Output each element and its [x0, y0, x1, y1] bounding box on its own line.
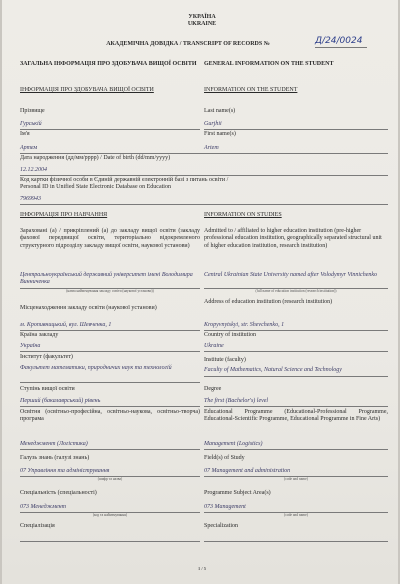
transcript-page: [2, 0, 398, 584]
field-label-uk: Галузь знань (галузі знань): [20, 455, 90, 461]
specialty-label-uk: Спеціальність (спеціальності): [20, 490, 97, 496]
line: [20, 449, 200, 450]
line: [20, 351, 200, 352]
institution-value-en: Central Ukrainian State University named after Volodymyr Vinnichenko: [204, 272, 378, 278]
country-label-uk: Країна закладу: [20, 332, 59, 338]
address-value-en: Kropyvnytskyi, str. Shevchenko, 1: [204, 322, 285, 328]
institution-caption-en: (full name of education institution (research institution)): [255, 289, 337, 293]
field-value-uk: 07 Управління та адміністрування: [20, 468, 110, 474]
section1-sub-uk: ІНФОРМАЦІЯ ПРО ЗДОБУВАЧА ВИЩОЇ ОСВІТИ: [20, 87, 154, 93]
programme-value-en: Management (Logistics): [204, 441, 263, 447]
page-number: 1 / 5: [197, 566, 206, 571]
section1-heading-en: GENERAL INFORMATION ON THE STUDENT: [204, 61, 334, 67]
faculty-label-uk: Інститут (факультет): [20, 354, 73, 360]
field-value-en: 07 Management and administration: [204, 468, 291, 474]
line: [204, 449, 388, 450]
specialty-value-en: 073 Management: [204, 504, 246, 510]
specialty-caption-uk: (код та найменування): [92, 513, 128, 517]
line: [20, 382, 200, 383]
institution-caption-uk: (назва найменування закладу освіти (наукової установи)): [66, 289, 154, 293]
first-name-label-en: First name(s): [204, 131, 236, 137]
line: [20, 129, 200, 130]
personal-id-label-en: Personal ID in Unified State Electronic Database on Education: [20, 184, 171, 190]
record-number-line: [315, 47, 367, 48]
line: [20, 153, 388, 154]
first-name-label-uk: Ім'я: [20, 131, 30, 137]
degree-value-en: The first (Bachelor's) level: [204, 398, 269, 404]
admitted-text-uk: Зараховані (а) / прикріплений (а) до закладу вищої освіти (закладу фахової передвищої освіти, територіально відокремленого структурного підрозділу закладу вищої освіти, наукової установи): [20, 228, 200, 249]
country-uk: УКРАЇНА: [188, 14, 216, 20]
first-name-value-en: Artem: [204, 145, 219, 151]
line: [204, 376, 388, 377]
faculty-value-uk: Факультет математики, природничих наук та технологій: [20, 365, 172, 371]
specialty-caption-en: (code and name): [284, 513, 308, 517]
programme-value-uk: Менеджмент (Логістика): [20, 441, 88, 447]
last-name-value-en: Gurjhii: [204, 121, 222, 127]
personal-id-label-uk: Код картки фізичної особи в Єдиній державній електронній базі з питань освіти /: [20, 177, 229, 183]
section1-heading-uk: ЗАГАЛЬНА ІНФОРМАЦІЯ ПРО ЗДОБУВАЧА ВИЩОЇ ОСВІТИ: [20, 61, 197, 67]
line: [204, 406, 388, 407]
specialty-label-en: Programme Subject Area(s): [204, 490, 271, 496]
line: [204, 129, 388, 130]
country-en: UKRAINE: [187, 21, 217, 27]
line: [20, 330, 200, 331]
address-label-en: Address of education institution (research institution): [204, 299, 333, 305]
specialization-label-uk: Спеціалізація: [20, 523, 55, 529]
line: [204, 541, 388, 542]
line: [20, 541, 200, 542]
first-name-value-uk: Артем: [20, 145, 38, 151]
address-label-uk: Місценаходження закладу освіти (наукової установи): [20, 305, 157, 311]
line: [20, 406, 200, 407]
section2-heading-en: INFORMATION ON STUDIES: [204, 212, 282, 218]
field-caption-uk: (шифр та назва): [97, 477, 123, 481]
last-name-value-uk: Гурській: [20, 121, 42, 127]
section1-sub-en: INFORMATION ON THE STUDENT: [204, 87, 298, 93]
dob-label: Дата народження (дд/мм/рррр) / Date of birth (dd/mm/yyyy): [20, 155, 171, 161]
country-label-en: Country of institution: [204, 332, 257, 338]
document-title: АКАДЕМІЧНА ДОВІДКА / TRANSCRIPT OF RECORDS №: [106, 41, 270, 47]
specialization-label-en: Specialization: [204, 523, 238, 529]
admitted-text-en: Admitted to / affiliated to higher education institution (pre-higher professional education institution, geographically separated structural unit of higher education institution, research institution): [204, 228, 382, 249]
degree-value-uk: Перший (бакалаврський) рівень: [20, 398, 101, 404]
field-caption-en: (code and name): [284, 477, 308, 481]
degree-label-en: Degree: [204, 386, 222, 392]
field-label-en: Field(s) of Study: [204, 455, 245, 461]
specialty-value-uk: 073 Менеджмент: [20, 504, 66, 510]
institution-value-uk: Центральноукраїнський державний університет імені Володимира Винниченка: [20, 272, 193, 286]
line: [20, 204, 388, 205]
dob-value: 12.12.2004: [20, 167, 47, 173]
personal-id-value: 7969943: [20, 196, 41, 202]
faculty-value-en: Faculty of Mathematics, Natural Science and Technology: [204, 367, 342, 373]
address-value-uk: м. Кропивницький, вул. Шевченка, 1: [20, 322, 112, 328]
line: [204, 330, 388, 331]
handwritten-record-number: Д/24/0024: [315, 36, 363, 46]
line: [204, 351, 388, 352]
last-name-label-uk: Прізвище: [20, 108, 45, 114]
line: [20, 175, 388, 176]
faculty-label-en: Institute (faculty): [204, 357, 246, 363]
country-value-uk: Україна: [20, 343, 41, 349]
section2-heading-uk: ІНФОРМАЦІЯ ПРО НАВЧАННЯ: [20, 212, 108, 218]
country-value-en: Ukraine: [204, 343, 224, 349]
programme-label-en: Educational Programme (Educational-Professional Programme, Educational-Scientific Programme, Educational Programme in Fine Arts): [204, 409, 388, 423]
degree-label-uk: Ступінь вищої освіти: [20, 386, 75, 392]
last-name-label-en: Last name(s): [204, 108, 236, 114]
programme-label-uk: Освітня (освітньо-професійна, освітньо-наукова, освітньо-творча) програма: [20, 409, 200, 423]
